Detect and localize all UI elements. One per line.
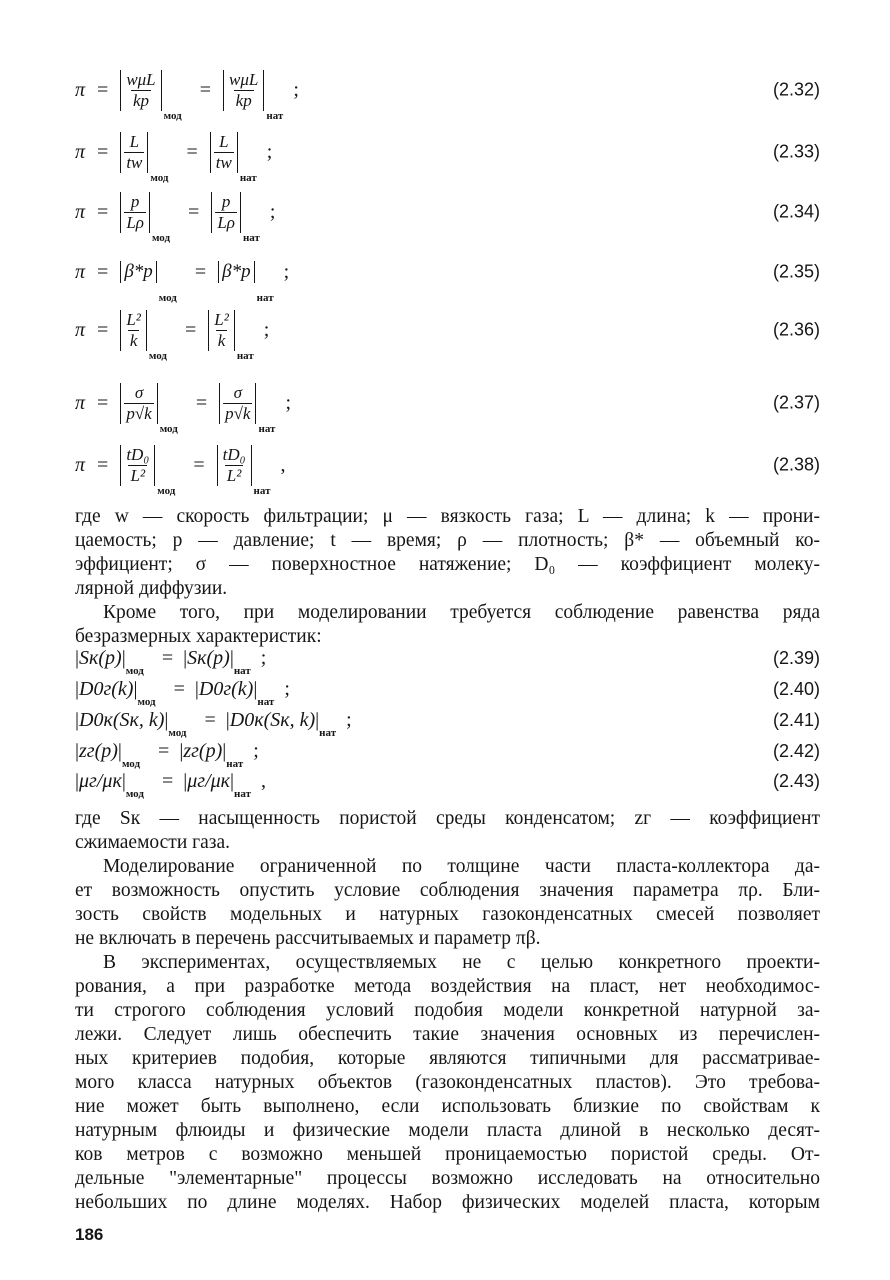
abs-value-nat <box>217 445 252 486</box>
equation-row <box>75 375 820 435</box>
text-line: натурным флюиды и физические модели пласта длиной в несколько десят- <box>75 1120 820 1141</box>
abs-bar: | <box>121 646 126 669</box>
punctuation: ; <box>263 318 270 341</box>
text-line: зость свойств модельных и натурных газоконденсатных смесей позволяет <box>75 904 820 925</box>
punctuation: ; <box>285 391 292 414</box>
fraction <box>124 70 157 111</box>
equals-sign: = <box>161 769 174 792</box>
subscript-nat: нат <box>257 696 275 708</box>
equation-row <box>75 437 820 497</box>
text-line: мого класса натурных объектов (газоконденсатных пластов). Это требова- <box>75 1072 820 1093</box>
abs-value-nat <box>208 310 235 351</box>
punctuation: ; <box>260 646 267 669</box>
equation-row <box>75 736 820 770</box>
abs-bar: | <box>183 646 188 669</box>
subscript-mod: мод <box>159 423 178 435</box>
abs-bar: | <box>75 708 80 731</box>
text-line: цаемость; p — давление; t — время; ρ — плотность; β* — объемный ко- <box>75 530 820 551</box>
paragraph-definitions-2 <box>75 807 820 855</box>
equation-number: (2.38) <box>772 454 820 475</box>
punctuation: ; <box>293 78 299 101</box>
abs-bar: | <box>222 739 227 762</box>
subscript-nat: нат <box>242 232 260 244</box>
equals-sign: = <box>199 78 212 101</box>
equation-number: (2.33) <box>772 141 820 162</box>
denominator: tw <box>126 152 143 172</box>
numerator: p <box>221 191 231 211</box>
text-line: В экспериментах, осуществляемых не с целью конкретного проекти- <box>103 952 820 973</box>
pi-symbol: π <box>75 260 86 283</box>
punctuation: , <box>261 769 267 792</box>
text-line: небольших по длине моделях. Набор физических моделей пласта, которым <box>75 1192 820 1213</box>
expression: D0к(Sк, k) <box>79 708 165 731</box>
numerator: L <box>129 131 140 151</box>
text-line: лежи. Следует лишь обеспечить такие значения основных из перечислен- <box>75 1024 820 1045</box>
denominator: kp <box>235 90 252 110</box>
subscript-nat: нат <box>233 665 251 677</box>
text-line: ных критериев подобия, которые являются типичными для рассматривае- <box>75 1048 820 1069</box>
subscript-nat: нат <box>253 485 271 497</box>
fraction <box>124 383 153 424</box>
fraction <box>212 310 231 351</box>
fraction <box>124 310 143 351</box>
equals-sign: = <box>97 200 109 223</box>
abs-value-nat <box>218 261 254 283</box>
equation-number: (2.43) <box>772 770 820 791</box>
abs-bar: | <box>75 739 80 762</box>
pi-symbol: π <box>75 391 86 414</box>
text-line: не включать в перечень рассчитываемых и параметр πβ. <box>75 928 541 949</box>
abs-value-mod <box>120 70 161 111</box>
denominator: p√k <box>126 403 152 423</box>
expression: β*p <box>124 261 153 282</box>
subscript-nat: нат <box>256 292 274 304</box>
expression: zг(p) <box>79 739 118 762</box>
denominator: kp <box>132 90 149 110</box>
equation-number: (2.39) <box>772 647 820 668</box>
equals-sign: = <box>97 140 109 163</box>
fraction <box>124 132 144 173</box>
subscript-nat: нат <box>266 110 284 122</box>
text-line: лярной диффузии. <box>75 578 228 599</box>
paragraph-definitions <box>75 505 820 601</box>
text-line: эффициент; σ — поверхностное натяжение; D₀ — коэффициент молеку- <box>75 554 820 575</box>
paragraph-modeling <box>75 855 820 951</box>
denominator: Lρ <box>126 212 144 232</box>
text-line: безразмерных характеристик: <box>75 626 322 647</box>
subscript-mod: мод <box>158 292 177 304</box>
punctuation: ; <box>283 260 290 283</box>
paragraph-intro-characteristics <box>75 601 820 649</box>
abs-value-mod <box>120 383 157 424</box>
abs-value-nat <box>211 192 241 233</box>
abs-bar: | <box>253 677 258 700</box>
equation-row <box>75 244 820 304</box>
subscript-mod: мод <box>121 758 141 770</box>
numerator: L² <box>126 309 141 329</box>
fraction <box>124 445 151 486</box>
subscript-mod: мод <box>163 110 182 122</box>
denominator: p√k <box>225 403 251 423</box>
fraction <box>223 383 252 424</box>
fraction <box>215 192 237 233</box>
equals-sign: = <box>97 260 109 283</box>
punctuation: ; <box>253 739 259 762</box>
subscript-nat: нат <box>226 758 244 770</box>
numerator: p <box>130 191 140 211</box>
expression: Sк(p) <box>187 646 230 669</box>
equation-row <box>75 643 820 677</box>
text-line: рования, а при разработке метода воздействия на пласт, нет необходимос- <box>75 976 820 997</box>
paragraph-experiments <box>75 951 820 1215</box>
equals-sign: = <box>173 677 185 700</box>
subscript-nat: нат <box>319 727 337 739</box>
equation-row <box>75 62 820 122</box>
punctuation: ; <box>269 200 276 223</box>
equals-sign: = <box>204 708 216 731</box>
equals-sign: = <box>97 318 109 341</box>
subscript-mod: мод <box>148 350 167 362</box>
text-line: Кроме того, при моделировании требуется соблюдение равенства ряда <box>103 602 820 623</box>
subscript-nat: нат <box>236 350 254 362</box>
abs-value-mod <box>120 192 150 233</box>
equals-sign: = <box>188 200 200 223</box>
abs-value-nat <box>219 383 256 424</box>
subscript-mod: мод <box>125 665 144 677</box>
equation-number: (2.37) <box>772 392 820 413</box>
subscript-nat: нат <box>258 423 276 435</box>
punctuation: ; <box>346 708 352 731</box>
abs-bar: | <box>75 646 80 669</box>
subscript-mod: мод <box>151 232 171 244</box>
fraction <box>214 132 234 173</box>
fraction <box>124 192 146 233</box>
abs-value-nat <box>223 70 264 111</box>
pi-symbol: π <box>75 140 86 163</box>
numerator: tD₀ <box>126 444 150 464</box>
abs-bar: | <box>194 677 199 700</box>
expression: Sк(p) <box>79 646 122 669</box>
equals-sign: = <box>193 453 205 476</box>
expression: D0г(k) <box>198 677 254 700</box>
abs-bar: | <box>315 708 320 731</box>
numerator: σ <box>134 382 144 402</box>
subscript-nat: нат <box>239 172 257 184</box>
equation-row <box>75 184 820 244</box>
denominator: tw <box>215 152 232 172</box>
abs-bar: | <box>133 677 138 700</box>
equation-number: (2.36) <box>772 319 820 340</box>
fraction <box>227 70 260 111</box>
equals-sign: = <box>184 318 197 341</box>
text-line: ние может быть выполнено, если использовать близкие по свойствам к <box>75 1096 820 1117</box>
equals-sign: = <box>161 646 174 669</box>
punctuation: ; <box>284 677 290 700</box>
abs-bar: | <box>230 769 235 792</box>
abs-bar: | <box>75 769 80 792</box>
equation-row <box>75 674 820 708</box>
abs-value-mod <box>120 445 155 486</box>
text-line: дельные "элементарные" процессы возможно исследовать на относительно <box>75 1168 820 1189</box>
expression: β*p <box>222 261 251 282</box>
subscript-mod: мод <box>125 788 144 800</box>
text-line: ет возможность опустить условие соблюдения значения параметра πρ. Бли- <box>75 880 820 901</box>
pi-symbol: π <box>75 200 86 223</box>
equation-row <box>75 766 820 800</box>
subscript-mod: мод <box>157 485 176 497</box>
punctuation: , <box>280 453 286 476</box>
numerator: wμL <box>126 69 156 89</box>
pi-symbol: π <box>75 318 86 341</box>
numerator: σ <box>233 382 242 402</box>
equals-sign: = <box>158 739 170 762</box>
subscript-nat: нат <box>234 788 252 800</box>
expression: zг(p) <box>183 739 223 762</box>
text-line: ти строгого соблюдения условий подобия модели конкретной натурной за- <box>75 1000 820 1021</box>
equation-number: (2.34) <box>772 201 820 222</box>
abs-value-mod <box>120 261 156 283</box>
text-line: где w — скорость фильтрации; μ — вязкость газа; L — длина; k — прони- <box>75 506 820 527</box>
numerator: L² <box>214 309 229 329</box>
pi-symbol: π <box>75 453 86 476</box>
equals-sign: = <box>186 140 198 163</box>
page-number: 186 <box>75 1225 104 1244</box>
expression: D0к(Sк, k) <box>229 708 316 731</box>
abs-value-mod <box>120 310 147 351</box>
equation-number: (2.42) <box>772 740 820 761</box>
equation-row <box>75 705 820 739</box>
text-line: где Sк — насыщенность пористой среды конденсатом; zг — коэффициент <box>75 808 820 829</box>
text-line: сжимаемости газа. <box>75 832 231 853</box>
denominator: L² <box>226 465 242 485</box>
abs-bar: | <box>121 769 126 792</box>
equation-number: (2.40) <box>772 678 820 699</box>
denominator: k <box>129 330 138 350</box>
expression: μг/μк <box>187 769 231 792</box>
denominator: k <box>217 330 226 350</box>
equation-number: (2.35) <box>772 261 820 282</box>
denominator: Lρ <box>217 212 235 232</box>
expression: D0г(k) <box>79 677 134 700</box>
abs-bar: | <box>117 739 122 762</box>
abs-bar: | <box>183 769 188 792</box>
abs-value-mod <box>120 132 148 173</box>
fraction <box>221 445 248 486</box>
equals-sign: = <box>97 453 109 476</box>
abs-value-nat <box>210 132 238 173</box>
numerator: wμL <box>229 69 259 89</box>
expression: μг/μк <box>79 769 122 792</box>
subscript-mod: мод <box>137 696 156 708</box>
abs-bar: | <box>229 646 234 669</box>
equation-row <box>75 124 820 184</box>
punctuation: ; <box>266 140 273 163</box>
equals-sign: = <box>194 260 207 283</box>
abs-bar: | <box>75 677 80 700</box>
abs-bar: | <box>164 708 169 731</box>
text-line: ков метров с возможно меньшей проницаемостью пористой среды. От- <box>75 1144 820 1165</box>
numerator: L <box>219 131 229 151</box>
subscript-mod: мод <box>168 727 187 739</box>
numerator: tD₀ <box>222 444 246 464</box>
equals-sign: = <box>97 78 109 101</box>
equation-number: (2.32) <box>772 79 820 100</box>
text-line: Моделирование ограниченной по толщине части пласта-коллектора да- <box>103 856 820 877</box>
equals-sign: = <box>97 391 109 414</box>
pi-symbol: π <box>75 78 86 101</box>
equation-row <box>75 302 820 362</box>
abs-bar: | <box>225 708 230 731</box>
equals-sign: = <box>195 391 208 414</box>
denominator: L² <box>130 465 146 485</box>
equation-number: (2.41) <box>772 709 820 730</box>
abs-bar: | <box>179 739 184 762</box>
subscript-mod: мод <box>150 172 169 184</box>
